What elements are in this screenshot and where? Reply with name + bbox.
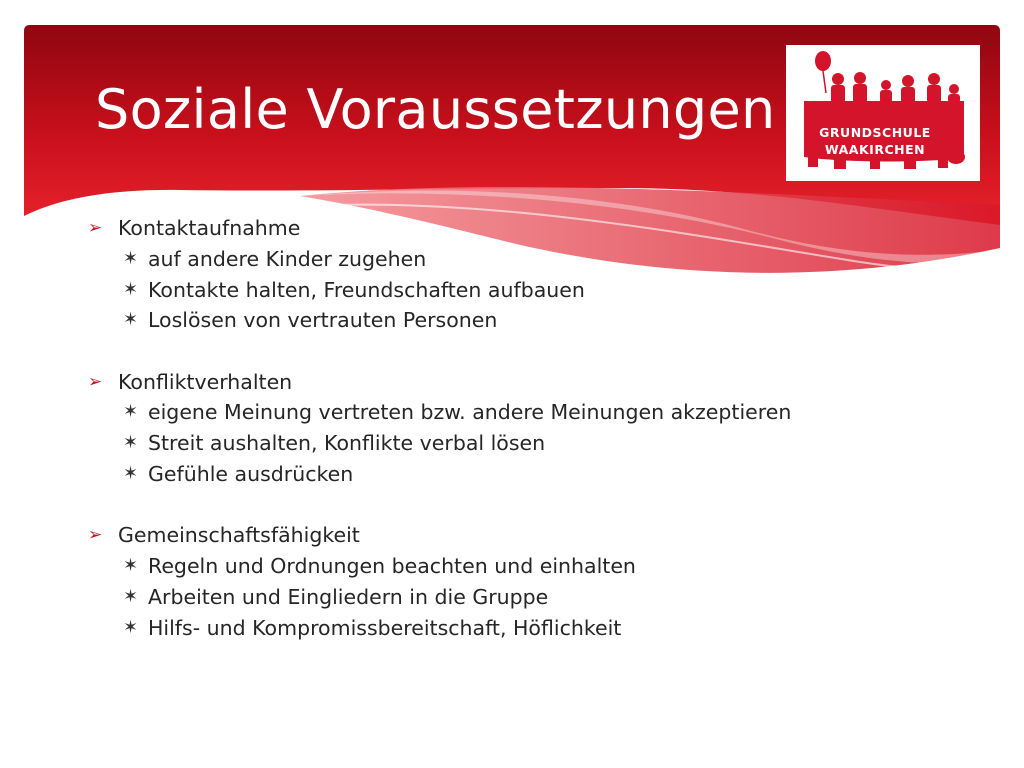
logo-text-line2: WAAKIRCHEN <box>824 142 926 157</box>
bullet-text: Regeln und Ordnungen beachten und einhalten <box>148 554 636 579</box>
section-heading: Gemeinschaftsfähigkeit <box>118 523 360 548</box>
section-kontaktaufnahme <box>88 213 988 336</box>
bullet-level2 <box>88 275 988 306</box>
arrow-bullet-icon: ➢ <box>88 371 103 392</box>
bullet-level2 <box>88 428 988 459</box>
section-konfliktverhalten <box>88 367 988 490</box>
school-logo <box>786 45 980 181</box>
section-heading: Konfliktverhalten <box>118 369 293 394</box>
star-bullet-icon: ✶ <box>123 309 139 331</box>
bullet-text: Kontakte halten, Freundschaften aufbauen <box>148 277 585 302</box>
star-bullet-icon: ✶ <box>123 585 139 607</box>
arrow-bullet-icon: ➢ <box>88 218 103 238</box>
bullet-list <box>88 213 988 674</box>
star-bullet-icon: ✶ <box>123 616 139 638</box>
bullet-level1 <box>88 520 988 551</box>
bullet-level1 <box>88 213 988 244</box>
bullet-level2 <box>88 244 988 275</box>
star-bullet-icon: ✶ <box>123 247 139 269</box>
bullet-level2 <box>88 305 988 336</box>
arrow-bullet-icon: ➢ <box>88 525 103 546</box>
bullet-level2 <box>88 613 988 644</box>
bullet-level2 <box>88 551 988 582</box>
section-heading: Kontaktaufnahme <box>118 216 301 240</box>
bullet-level1 <box>88 367 988 398</box>
logo-text-line1: GRUNDSCHULE <box>819 125 931 140</box>
star-bullet-icon: ✶ <box>123 401 139 423</box>
star-bullet-icon: ✶ <box>123 555 139 577</box>
bullet-text: Gefühle ausdrücken <box>148 462 354 487</box>
bullet-text: auf andere Kinder zugehen <box>148 246 427 271</box>
bullet-text: Hilfs- und Kompromissbereitschaft, Höflichkeit <box>148 615 622 640</box>
bullet-text: Streit aushalten, Konflikte verbal lösen <box>148 431 546 456</box>
bullet-level2 <box>88 582 988 613</box>
logo-silhouettes <box>786 45 980 181</box>
bullet-level2 <box>88 397 988 428</box>
bullet-level2 <box>88 459 988 490</box>
bullet-text: Arbeiten und Eingliedern in die Gruppe <box>148 584 549 609</box>
bullet-text: Loslösen von vertrauten Personen <box>148 308 498 333</box>
section-gemeinschaftsfaehigkeit <box>88 520 988 643</box>
star-bullet-icon: ✶ <box>123 463 139 485</box>
star-bullet-icon: ✶ <box>123 432 139 454</box>
slide-title: Soziale Voraussetzungen <box>95 78 776 141</box>
bullet-text: eigene Meinung vertreten bzw. andere Meinungen akzeptieren <box>148 400 792 425</box>
star-bullet-icon: ✶ <box>123 278 139 300</box>
